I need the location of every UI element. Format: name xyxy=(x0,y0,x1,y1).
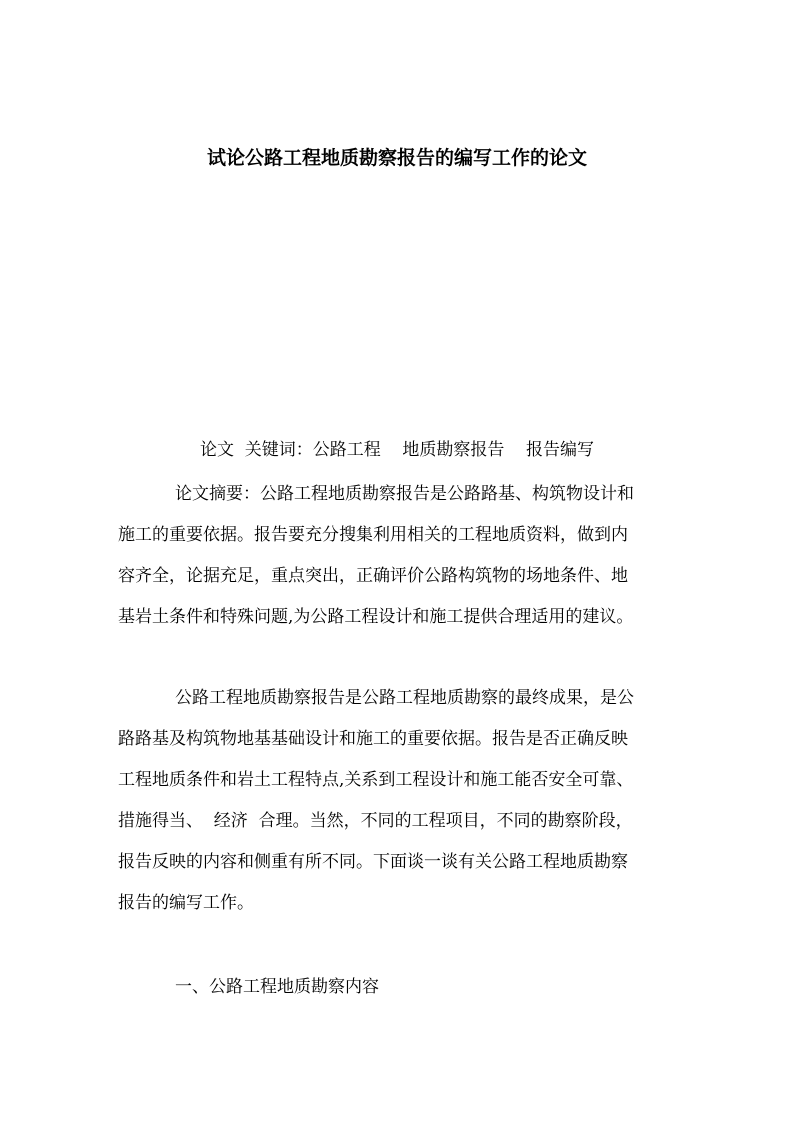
body-line: 路路基及构筑物地基基础设计和施工的重要依据。报告是否正确反映 xyxy=(118,729,628,749)
abstract-line: 基岩土条件和特殊问题,为公路工程设计和施工提供合理适用的建议。 xyxy=(118,607,634,627)
keywords-line: 论文 关键词：公路工程 地质勘察报告 报告编写 xyxy=(199,440,595,460)
section-heading: 一、公路工程地质勘察内容 xyxy=(175,977,379,997)
abstract-line: 施工的重要依据。报告要充分搜集利用相关的工程地质资料，做到内 xyxy=(118,525,628,545)
body-line: 报告反映的内容和侧重有所不同。下面谈一谈有关公路工程地质勘察 xyxy=(118,852,628,872)
body-line: 公路工程地质勘察报告是公路工程地质勘察的最终成果，是公 xyxy=(175,688,634,708)
body-line: 措施得当、 经济 合理。当然，不同的工程项目，不同的勘察阶段， xyxy=(118,811,633,831)
abstract-line: 论文摘要：公路工程地质勘察报告是公路路基、构筑物设计和 xyxy=(175,484,634,504)
document-title: 试论公路工程地质勘察报告的编写工作的论文 xyxy=(206,147,587,169)
body-line: 工程地质条件和岩土工程特点,关系到工程设计和施工能否安全可靠、 xyxy=(118,770,634,790)
abstract-line: 容齐全，论据充足，重点突出，正确评价公路构筑物的场地条件、地 xyxy=(118,566,628,586)
body-line: 报告的编写工作。 xyxy=(118,893,254,913)
